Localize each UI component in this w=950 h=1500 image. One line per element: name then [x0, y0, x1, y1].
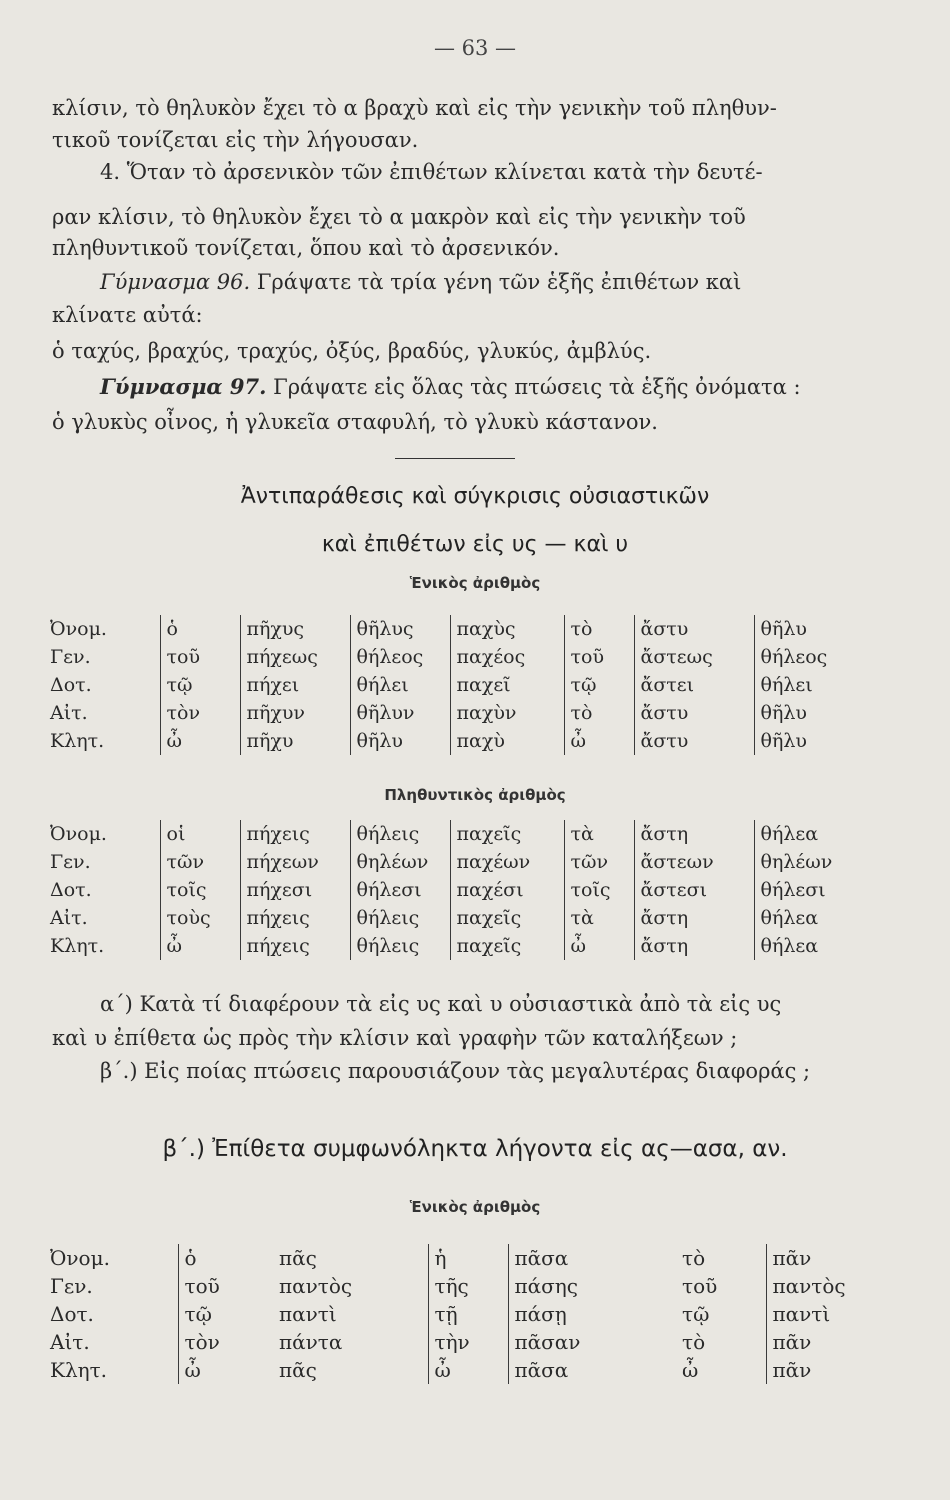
singular-form: παχὺν: [450, 699, 564, 727]
singular-form: παχὺς: [450, 615, 564, 643]
pas-form: τῆς: [428, 1272, 508, 1300]
pas-form: τῷ: [682, 1302, 710, 1326]
singular-form: πήχεως: [240, 643, 350, 671]
case-label: Γεν.: [50, 646, 91, 668]
plural-row: [50, 932, 850, 960]
singular-form: παχὺ: [450, 727, 564, 755]
plural-form: παχέων: [450, 848, 564, 876]
singular-form: πήχει: [240, 671, 350, 699]
singular-form: θῆλυν: [350, 699, 450, 727]
plural-form: θήλεσι: [754, 876, 850, 904]
plural-form: ἄστη: [634, 932, 754, 960]
exercise-96: [100, 268, 741, 296]
exercise-96-text: Γράψατε τὰ τρία γένη τῶν ἑξῆς ἐπιθέτων καὶ: [256, 270, 742, 294]
singular-form: τοῦ: [564, 643, 634, 671]
singular-form: θήλει: [350, 671, 450, 699]
plural-form: ἄστεσι: [634, 876, 754, 904]
exercise-97: [100, 373, 801, 401]
singular-declension-table: [50, 615, 850, 755]
singular-form: πῆχυς: [240, 615, 350, 643]
singular-form: ὦ: [160, 727, 240, 755]
plural-form: θήλεα: [754, 820, 850, 848]
intro-line-5: πληθυντικοῦ τονίζεται, ὅπου καὶ τὸ ἀρσενικόν.: [52, 236, 560, 260]
divider: [395, 458, 515, 459]
pas-row: [50, 1356, 876, 1384]
plural-form: πήχεις: [240, 932, 350, 960]
exercise-96-label: Γύμνασμα 96.: [100, 270, 251, 294]
pas-form: παντὸς: [279, 1274, 353, 1298]
page-number: — 63 —: [433, 36, 517, 60]
pas-form: πάντα: [279, 1330, 343, 1354]
singular-form: τὸν: [160, 699, 240, 727]
case-label: Αἰτ.: [50, 907, 88, 929]
plural-form: τοῖς: [564, 876, 634, 904]
singular-form: θῆλυς: [350, 615, 450, 643]
case-label: Αἰτ.: [50, 702, 88, 724]
singular-form: πῆχυν: [240, 699, 350, 727]
pas-form: τὸν: [178, 1328, 273, 1356]
plural-form: τῶν: [564, 848, 634, 876]
intro-line-4: ραν κλίσιν, τὸ θηλυκὸν ἔχει τὸ α μακρὸν καὶ εἰς τὴν γενικὴν τοῦ: [52, 205, 746, 229]
plural-form: τὰ: [564, 820, 634, 848]
singular-form: ἄστυ: [634, 699, 754, 727]
singular-row: [50, 671, 850, 699]
pas-form: παντὸς: [766, 1272, 876, 1300]
pas-form: τοῦ: [178, 1272, 273, 1300]
pas-form: ἡ: [428, 1244, 508, 1272]
intro-line-1: κλίσιν, τὸ θηλυκὸν ἔχει τὸ α βραχὺ καὶ εἰς τὴν γενικὴν τοῦ πληθυν-: [52, 96, 777, 120]
singular-form: θήλει: [754, 671, 850, 699]
singular-form: τὸ: [564, 699, 634, 727]
plural-form: πήχεων: [240, 848, 350, 876]
pas-form: τὸ: [682, 1246, 706, 1270]
section-b-title: β΄.) Ἐπίθετα συμφωνόληκτα λήγοντα εἰς ας—ασα, αν.: [162, 1136, 788, 1162]
singular-form: θῆλυ: [350, 727, 450, 755]
plural-form: πήχεις: [240, 820, 350, 848]
singular-form: πῆχυ: [240, 727, 350, 755]
section-a-singular-label: Ἑνικὸς ἀριθμὸς: [409, 574, 541, 592]
pas-form: πᾶσαν: [508, 1328, 676, 1356]
plural-form: θήλεις: [350, 820, 450, 848]
singular-form: ὁ: [160, 615, 240, 643]
case-label: Αἰτ.: [50, 1330, 90, 1354]
pas-form: πάσης: [508, 1272, 676, 1300]
case-label: Γεν.: [50, 851, 91, 873]
singular-form: θήλεος: [754, 643, 850, 671]
singular-row: [50, 699, 850, 727]
plural-declension-body: [50, 820, 850, 960]
plural-form: πήχεσι: [240, 876, 350, 904]
intro-line-3: 4. Ὅταν τὸ ἀρσενικὸν τῶν ἐπιθέτων κλίνεται κατὰ τὴν δευτέ-: [100, 160, 763, 184]
singular-form: παχεῖ: [450, 671, 564, 699]
case-label: Δοτ.: [50, 1302, 94, 1326]
pas-form: ὦ: [178, 1356, 273, 1384]
pas-form: πᾶν: [766, 1244, 876, 1272]
case-label: Κλητ.: [50, 730, 105, 752]
plural-form: τοῖς: [160, 876, 240, 904]
question-b-line: β΄.) Εἰς ποίας πτώσεις παρουσιάζουν τὰς μεγαλυτέρας διαφοράς ;: [100, 1059, 811, 1083]
pas-form: πᾶς: [279, 1358, 317, 1382]
pas-row: [50, 1300, 876, 1328]
pas-row: [50, 1328, 876, 1356]
plural-row: [50, 904, 850, 932]
pas-form: πᾶν: [766, 1328, 876, 1356]
pas-form: πᾶσα: [508, 1356, 676, 1384]
singular-form: ὦ: [564, 727, 634, 755]
singular-form: θῆλυ: [754, 727, 850, 755]
singular-row: [50, 643, 850, 671]
exercise-96-cont: κλίνατε αὐτά:: [52, 303, 203, 327]
plural-declension-table: [50, 820, 850, 960]
plural-form: οἱ: [160, 820, 240, 848]
pas-form: πᾶσα: [508, 1244, 676, 1272]
case-label: Κλητ.: [50, 1358, 108, 1382]
pas-form: πᾶν: [766, 1356, 876, 1384]
case-label: Ὀνομ.: [50, 823, 107, 845]
question-a-line-1: α΄) Κατὰ τί διαφέρουν τὰ εἰς υς καὶ υ οὐσιαστικὰ ἀπὸ τὰ εἰς υς: [100, 992, 782, 1016]
pas-row: [50, 1244, 876, 1272]
exercise-97-label: Γύμνασμα 97.: [100, 374, 267, 399]
pas-form: τὴν: [428, 1328, 508, 1356]
plural-form: παχέσι: [450, 876, 564, 904]
singular-form: τῷ: [160, 671, 240, 699]
case-label: Γεν.: [50, 1274, 93, 1298]
singular-form: τῷ: [564, 671, 634, 699]
singular-form: τοῦ: [160, 643, 240, 671]
question-a-line-2: καὶ υ ἐπίθετα ὡς πρὸς τὴν κλίσιν καὶ γραφὴν τῶν καταλήξεων ;: [52, 1026, 738, 1050]
pas-form: πᾶς: [279, 1246, 317, 1270]
pas-form: ὦ: [682, 1358, 699, 1382]
singular-row: [50, 615, 850, 643]
pas-form: τῷ: [178, 1300, 273, 1328]
case-label: Ὀνομ.: [50, 618, 107, 640]
plural-form: θηλέων: [350, 848, 450, 876]
plural-form: ἄστη: [634, 820, 754, 848]
case-label: Κλητ.: [50, 935, 105, 957]
section-a-title-2: καὶ ἐπιθέτων εἰς υς — καὶ υ: [321, 532, 629, 557]
singular-form: παχέος: [450, 643, 564, 671]
plural-row: [50, 876, 850, 904]
plural-form: θήλεις: [350, 904, 450, 932]
pas-row: [50, 1272, 876, 1300]
plural-form: ἄστεων: [634, 848, 754, 876]
singular-form: ἄστει: [634, 671, 754, 699]
pas-form: ὁ: [178, 1244, 273, 1272]
singular-row: [50, 727, 850, 755]
pas-form: τοῦ: [682, 1274, 718, 1298]
plural-form: θηλέων: [754, 848, 850, 876]
singular-form: ἄστεως: [634, 643, 754, 671]
intro-line-2: τικοῦ τονίζεται εἰς τὴν λήγουσαν.: [52, 128, 419, 152]
plural-form: τοὺς: [160, 904, 240, 932]
singular-form: ἄστυ: [634, 727, 754, 755]
plural-form: παχεῖς: [450, 904, 564, 932]
plural-form: τὰ: [564, 904, 634, 932]
singular-form: θήλεος: [350, 643, 450, 671]
case-label: Ὀνομ.: [50, 1246, 110, 1270]
case-label: Δοτ.: [50, 674, 92, 696]
plural-form: θήλεις: [350, 932, 450, 960]
plural-form: ὦ: [160, 932, 240, 960]
pas-declension-table: [50, 1244, 876, 1384]
plural-form: πήχεις: [240, 904, 350, 932]
singular-form: θῆλυ: [754, 615, 850, 643]
pas-form: ὦ: [428, 1356, 508, 1384]
plural-row: [50, 848, 850, 876]
exercise-97-text: Γράψατε εἰς ὅλας τὰς πτώσεις τὰ ἑξῆς ὀνόματα :: [273, 375, 801, 399]
pas-form: τῇ: [428, 1300, 508, 1328]
plural-form: θήλεα: [754, 904, 850, 932]
section-b-singular-label: Ἑνικὸς ἀριθμὸς: [409, 1198, 541, 1216]
exercise-97-words: ὁ γλυκὺς οἶνος, ἡ γλυκεῖα σταφυλή, τὸ γλυκὺ κάστανον.: [52, 410, 658, 434]
plural-form: θήλεσι: [350, 876, 450, 904]
plural-form: ὦ: [564, 932, 634, 960]
plural-form: ἄστη: [634, 904, 754, 932]
singular-form: τὸ: [564, 615, 634, 643]
plural-row: [50, 820, 850, 848]
pas-form: πάσῃ: [508, 1300, 676, 1328]
case-label: Δοτ.: [50, 879, 92, 901]
plural-form: παχεῖς: [450, 820, 564, 848]
pas-declension-body: [50, 1244, 876, 1384]
pas-form: τὸ: [682, 1330, 706, 1354]
pas-form: παντὶ: [766, 1300, 876, 1328]
exercise-96-words: ὁ ταχύς, βραχύς, τραχύς, ὀξύς, βραδύς, γλυκύς, ἀμβλύς.: [52, 339, 652, 363]
plural-form: τῶν: [160, 848, 240, 876]
plural-form: παχεῖς: [450, 932, 564, 960]
plural-form: θήλεα: [754, 932, 850, 960]
singular-form: θῆλυ: [754, 699, 850, 727]
section-a-title-1: Ἀντιπαράθεσις καὶ σύγκρισις οὐσιαστικῶν: [240, 484, 710, 509]
pas-form: παντὶ: [279, 1302, 337, 1326]
singular-form: ἄστυ: [634, 615, 754, 643]
section-a-plural-label: Πληθυντικὸς ἀριθμὸς: [384, 786, 566, 804]
singular-declension-body: [50, 615, 850, 755]
